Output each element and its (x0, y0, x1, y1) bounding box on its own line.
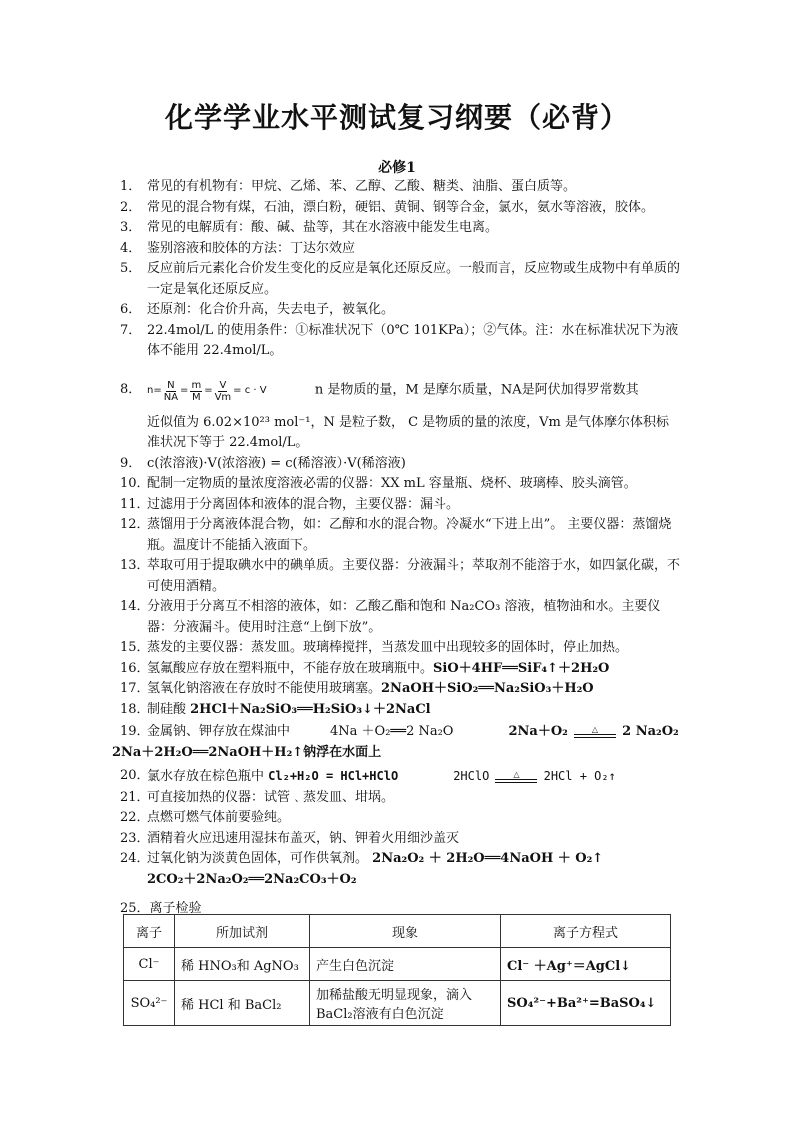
list-item: 20． 氯水存放在棕色瓶中 Cl₂+H₂O = HCl+HClO 2HClO △ 2HCl + O₂↑ (120, 768, 616, 784)
table-cell: SO₄²⁻+Ba²⁺=BaSO₄↓ (501, 981, 671, 1026)
list-item-continuation: 近似值为 6.02×10²³ mol⁻¹，N 是粒子数， C 是物质的量的浓度，Vm 是气体摩尔体积标准状况下等于 22.4mol/L。 (147, 414, 670, 450)
list-item: 23． 酒精着火应迅速用湿抹布盖灭，钠、钾着火用细沙盖灭 (120, 830, 460, 846)
list-item: 22． 点燃可燃气体前要验纯。 (120, 810, 291, 825)
chemical-equation: 2NaOH＋SiO₂══Na₂SiO₃＋H₂O (381, 681, 594, 696)
heat-condition-arrow: △ (572, 726, 618, 738)
chemical-equation: 2HCl＋Na₂SiO₃══H₂SiO₃↓＋2NaCl (190, 701, 431, 717)
table-cell: Cl⁻ (124, 948, 175, 981)
table-cell: SO₄²⁻ (124, 981, 175, 1026)
heat-condition-arrow: △ (493, 771, 539, 783)
list-item: 12． 蒸馏用于分离液体混合物，如：乙醇和水的混合物。冷凝水“下进上出”。 主要仪器：蒸馏烧瓶。温度计不能插入液面下。 (120, 517, 672, 553)
table-header-row (124, 915, 671, 948)
list-item: 7． 22.4mol/L 的使用条件：①标准状况下（0℃ 101KPa）；②气体。注：水在标准状况下为液体不能用 22.4mol/L。 (120, 322, 679, 358)
column-header: 所加试剂 (175, 915, 310, 948)
list-item: 3． 常见的电解质有：酸、碱、盐等，其在水溶液中能发生电离。 (120, 220, 499, 235)
list-item: 14． 分液用于分离互不相溶的液体，如：乙酸乙酯和饱和 Na₂CO₃ 溶液，植物油和水。主要仪器：分液漏斗。使用时注意“上倒下放”。 (120, 599, 661, 635)
chemical-equation: 4Na ＋O₂══2 Na₂O (330, 724, 454, 739)
chemical-equation: 2Na₂O₂ ＋ 2H₂O══4NaOH ＋ O₂↑ (372, 851, 604, 866)
table-cell: Cl⁻ ＋Ag⁺＝AgCl↓ (501, 948, 671, 981)
chemical-equation: Cl₂+H₂O = HCl+HClO (268, 769, 399, 783)
ion-test-table (123, 914, 671, 1026)
list-item: 6． 还原剂：化合价升高，失去电子，被氧化。 (120, 302, 395, 317)
table-row (124, 948, 671, 981)
table-cell: 稀 HNO₃和 AgNO₃ (175, 948, 310, 981)
table-cell: 稀 HCl 和 BaCl₂ (175, 981, 310, 1026)
list-item: 15． 蒸发的主要仪器：蒸发皿。玻璃棒搅拌，当蒸发皿中出现较多的固体时，停止加热。 (120, 640, 629, 655)
list-item: 21． 可直接加热的仪器：试管﹑蒸发皿、坩埚。 (120, 789, 395, 805)
column-header: 现象 (310, 915, 501, 948)
list-item: 11． 过滤用于分离固体和液体的混合物，主要仪器：漏斗。 (120, 496, 460, 512)
list-item: 5． 反应前后元素化合价发生变化的反应是氧化还原反应。一般而言，反应物或生成物中有单质的一定是氧化还原反应。 (120, 261, 681, 297)
table-cell: 产生白色沉淀 (310, 948, 501, 981)
outline-list (112, 177, 681, 890)
column-header: 离子 (124, 915, 175, 948)
list-item: 9． c(浓溶液)·V(浓溶液) = c(稀溶液）·V(稀溶液) (120, 455, 406, 471)
list-item: 19． 金属钠、钾存放在煤油中 4Na ＋O₂══2 Na₂O 2Na＋O₂ △ 2 Na₂O₂ (120, 724, 679, 739)
list-item: 16． 氢氟酸应存放在塑料瓶中，不能存放在玻璃瓶中。SiO＋4HF══SiF₄↑＋2H₂O (120, 660, 610, 676)
page-title: 化学学业水平测试复习纲要（必背） (164, 101, 629, 134)
mole-formula: n= $\frac{N}{NA}$ = $\frac{m}{M}$ = $\frac{V}{Vm}$ = c · V (147, 379, 267, 403)
column-header: 离子方程式 (501, 915, 671, 948)
list-item: 24． 过氧化钠为淡黄色固体，可作供氧剂。 2Na₂O₂ ＋ 2H₂O══4NaOH ＋ O₂↑ (120, 851, 604, 866)
list-item: 10． 配制一定物质的量浓度溶液必需的仪器：XX mL 容量瓶、烧杯、玻璃棒、胶头滴管。 (120, 476, 637, 491)
list-item: 17． 氢氧化钠溶液在存放时不能使用玻璃塞。2NaOH＋SiO₂══Na₂SiO₃＋H₂O (120, 681, 594, 696)
table-cell: 加稀盐酸无明显现象，滴入 BaCl₂溶液有白色沉淀 (310, 981, 501, 1026)
list-item: 4． 鉴别溶液和胶体的方法：丁达尔效应 (120, 240, 356, 256)
list-item-continuation: 2Na＋2H₂O══2NaOH＋H₂↑钠浮在水面上 (112, 744, 382, 760)
ion-test-title: 25．离子检验 (120, 901, 202, 916)
section-subtitle: 必修1 (378, 160, 416, 176)
table-row (124, 981, 671, 1026)
list-item: 18． 制硅酸 2HCl＋Na₂SiO₃══H₂SiO₃↓＋2NaCl (120, 701, 431, 717)
list-item-formula: 8． n= $\frac{N}{NA}$ = $\frac{m}{M}$ = $\frac{V}{Vm}$ = c · V n 是物质的量，M 是摩尔质量，NA是阿伏加得罗常数其 (120, 379, 639, 403)
list-item-continuation (120, 870, 680, 891)
list-item: 2． 常见的混合物有煤，石油，漂白粉，硬铝、黄铜、钢等合金，氯水，氨水等溶液，胶体。 (120, 199, 655, 215)
chemical-equation: SiO＋4HF══SiF₄↑＋2H₂O (433, 660, 610, 676)
list-item: 1． 常见的有机物有：甲烷、乙烯、苯、乙醇、乙酸、糖类、油脂、蛋白质等。 (120, 179, 577, 194)
list-item: 13． 萃取可用于提取碘水中的碘单质。主要仪器：分液漏斗；萃取剂不能溶于水，如四氯化碳，不可使用酒精。 (120, 558, 681, 594)
chemical-equation: 2CO₂＋2Na₂O₂══2Na₂CO₃＋O₂ (147, 871, 357, 887)
